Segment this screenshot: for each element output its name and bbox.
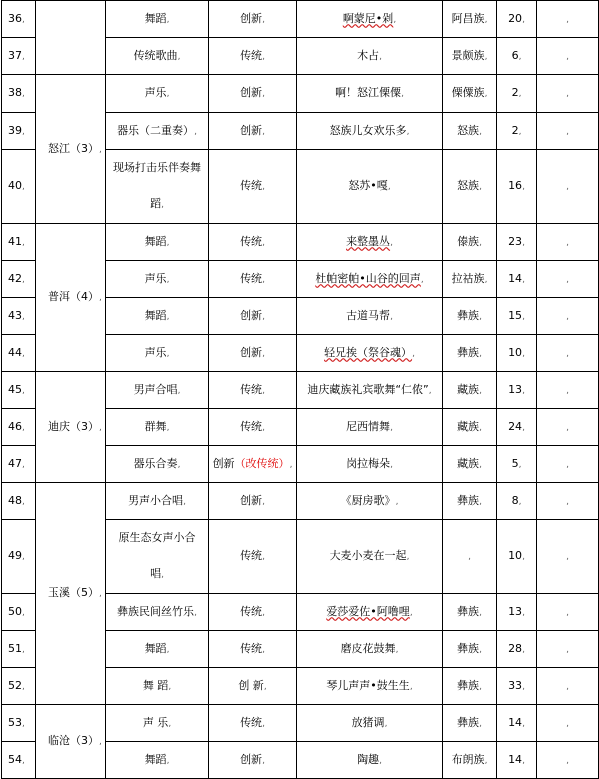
region-cell <box>36 1 106 75</box>
program-nature: 传统, <box>209 705 297 742</box>
program-table <box>1 0 599 779</box>
program-nature: 传统, <box>209 261 297 298</box>
performer-count: 8, <box>497 483 537 520</box>
performer-count: 10, <box>497 335 537 372</box>
program-title: 怒族儿女欢乐多, <box>297 113 443 150</box>
program-title: 放猪调, <box>297 705 443 742</box>
remarks-cell: , <box>537 261 599 298</box>
row-number: 54, <box>2 742 36 779</box>
program-type: 舞蹈, <box>106 224 209 261</box>
ethnic-group: 怒族, <box>443 150 497 224</box>
program-nature: 传统, <box>209 224 297 261</box>
row-number: 43, <box>2 298 36 335</box>
remarks-cell: , <box>537 446 599 483</box>
performer-count: 15, <box>497 298 537 335</box>
program-type: 舞 蹈, <box>106 668 209 705</box>
remarks-cell: , <box>537 594 599 631</box>
performer-count: 13, <box>497 372 537 409</box>
remarks-cell: , <box>537 298 599 335</box>
performer-count: 14, <box>497 705 537 742</box>
row-number: 53, <box>2 705 36 742</box>
row-number: 47, <box>2 446 36 483</box>
ethnic-group: 布朗族, <box>443 742 497 779</box>
row-number: 52, <box>2 668 36 705</box>
ethnic-group: , <box>443 520 497 594</box>
table-row <box>2 224 599 261</box>
ethnic-group: 藏族, <box>443 372 497 409</box>
program-title: 迪庆藏族礼宾歌舞“仁侬”, <box>297 372 443 409</box>
program-type: 舞蹈, <box>106 298 209 335</box>
ethnic-group: 怒族, <box>443 113 497 150</box>
program-type: 舞蹈, <box>106 1 209 38</box>
performer-count: 2, <box>497 75 537 113</box>
ethnic-group: 彝族, <box>443 483 497 520</box>
remarks-cell: , <box>537 75 599 113</box>
program-title: 岗拉梅朵, <box>297 446 443 483</box>
remarks-cell: , <box>537 335 599 372</box>
table-row <box>2 705 599 742</box>
region-cell: 玉溪（5）, <box>36 483 106 705</box>
program-type: 原生态女声小合唱, <box>106 520 209 594</box>
program-type: 群舞, <box>106 409 209 446</box>
performer-count: 33, <box>497 668 537 705</box>
ethnic-group: 彝族, <box>443 631 497 668</box>
table-row <box>2 372 599 409</box>
program-title: 杜帕密帕•山谷的回声, <box>297 261 443 298</box>
program-nature: 创新, <box>209 335 297 372</box>
program-title: 古道马帮, <box>297 298 443 335</box>
performer-count: 24, <box>497 409 537 446</box>
ethnic-group: 傈僳族, <box>443 75 497 113</box>
table-row <box>2 1 599 38</box>
program-nature: 创新, <box>209 1 297 38</box>
program-nature: 创新, <box>209 742 297 779</box>
row-number: 44, <box>2 335 36 372</box>
program-title: 木占, <box>297 38 443 75</box>
row-number: 51, <box>2 631 36 668</box>
performer-count: 23, <box>497 224 537 261</box>
region-cell: 普洱（4）, <box>36 224 106 372</box>
ethnic-group: 彝族, <box>443 594 497 631</box>
program-nature: 创新, <box>209 113 297 150</box>
program-title: 尼西情舞, <box>297 409 443 446</box>
table-row <box>2 75 599 113</box>
remarks-cell: , <box>537 742 599 779</box>
ethnic-group: 藏族, <box>443 446 497 483</box>
remarks-cell: , <box>537 224 599 261</box>
ethnic-group: 彝族, <box>443 705 497 742</box>
performer-count: 13, <box>497 594 537 631</box>
performer-count: 10, <box>497 520 537 594</box>
remarks-cell: , <box>537 1 599 38</box>
remarks-cell: , <box>537 113 599 150</box>
program-title: 啊！怒江傈僳, <box>297 75 443 113</box>
row-number: 49, <box>2 520 36 594</box>
ethnic-group: 拉祜族, <box>443 261 497 298</box>
program-title: 怒苏•嘎, <box>297 150 443 224</box>
program-nature: 创新（改传统）, <box>209 446 297 483</box>
program-nature: 传统, <box>209 631 297 668</box>
program-type: 彝族民间丝竹乐, <box>106 594 209 631</box>
nature-change-note: （改传统） <box>234 456 290 470</box>
performer-count: 2, <box>497 113 537 150</box>
program-nature: 传统, <box>209 594 297 631</box>
ethnic-group: 景颇族, <box>443 38 497 75</box>
performer-count: 14, <box>497 742 537 779</box>
program-title: 爱莎爱佐•阿噜哩, <box>297 594 443 631</box>
program-nature: 传统, <box>209 38 297 75</box>
program-type: 舞蹈, <box>106 631 209 668</box>
remarks-cell: , <box>537 409 599 446</box>
row-number: 48, <box>2 483 36 520</box>
program-title: 轻兄挨（祭谷魂）, <box>297 335 443 372</box>
program-type: 男声小合唱, <box>106 483 209 520</box>
program-type: 声乐, <box>106 261 209 298</box>
program-title: 磨皮花鼓舞, <box>297 631 443 668</box>
row-number: 46, <box>2 409 36 446</box>
program-title: 陶趣, <box>297 742 443 779</box>
row-number: 45, <box>2 372 36 409</box>
row-number: 37, <box>2 38 36 75</box>
remarks-cell: , <box>537 483 599 520</box>
program-nature: 传统, <box>209 150 297 224</box>
row-number: 40, <box>2 150 36 224</box>
ethnic-group: 阿昌族, <box>443 1 497 38</box>
remarks-cell: , <box>537 372 599 409</box>
program-type: 器乐（二重奏）, <box>106 113 209 150</box>
ethnic-group: 傣族, <box>443 224 497 261</box>
row-number: 36, <box>2 1 36 38</box>
remarks-cell: , <box>537 38 599 75</box>
row-number: 41, <box>2 224 36 261</box>
ethnic-group: 彝族, <box>443 298 497 335</box>
program-nature: 创 新, <box>209 668 297 705</box>
performer-count: 14, <box>497 261 537 298</box>
remarks-cell: , <box>537 150 599 224</box>
program-type: 声乐, <box>106 75 209 113</box>
performer-count: 28, <box>497 631 537 668</box>
program-nature: 创新, <box>209 483 297 520</box>
ethnic-group: 藏族, <box>443 409 497 446</box>
program-title: 琴儿声声•鼓生生, <box>297 668 443 705</box>
program-title: 《厨房歌》, <box>297 483 443 520</box>
remarks-cell: , <box>537 631 599 668</box>
program-title: 来整墨丛, <box>297 224 443 261</box>
row-number: 50, <box>2 594 36 631</box>
program-nature: 传统, <box>209 409 297 446</box>
performer-count: 6, <box>497 38 537 75</box>
program-nature: 创新, <box>209 298 297 335</box>
remarks-cell: , <box>537 520 599 594</box>
region-cell: 迪庆（3）, <box>36 372 106 483</box>
table-row <box>2 483 599 520</box>
program-type: 男声合唱, <box>106 372 209 409</box>
row-number: 39, <box>2 113 36 150</box>
performer-count: 16, <box>497 150 537 224</box>
program-type: 现场打击乐伴奏舞蹈, <box>106 150 209 224</box>
ethnic-group: 彝族, <box>443 668 497 705</box>
program-type: 舞蹈, <box>106 742 209 779</box>
row-number: 38, <box>2 75 36 113</box>
ethnic-group: 彝族, <box>443 335 497 372</box>
program-type: 声 乐, <box>106 705 209 742</box>
program-type: 器乐合奏, <box>106 446 209 483</box>
program-title: 大麦小麦在一起, <box>297 520 443 594</box>
program-type: 传统歌曲, <box>106 38 209 75</box>
row-number: 42, <box>2 261 36 298</box>
remarks-cell: , <box>537 705 599 742</box>
program-nature: 创新, <box>209 75 297 113</box>
program-nature: 传统, <box>209 520 297 594</box>
program-title: 啊蒙尼•剁, <box>297 1 443 38</box>
performer-count: 20, <box>497 1 537 38</box>
program-type: 声乐, <box>106 335 209 372</box>
remarks-cell: , <box>537 668 599 705</box>
performer-count: 5, <box>497 446 537 483</box>
program-nature: 传统, <box>209 372 297 409</box>
region-cell: 怒江（3）, <box>36 75 106 224</box>
region-cell: 临沧（3）, <box>36 705 106 779</box>
